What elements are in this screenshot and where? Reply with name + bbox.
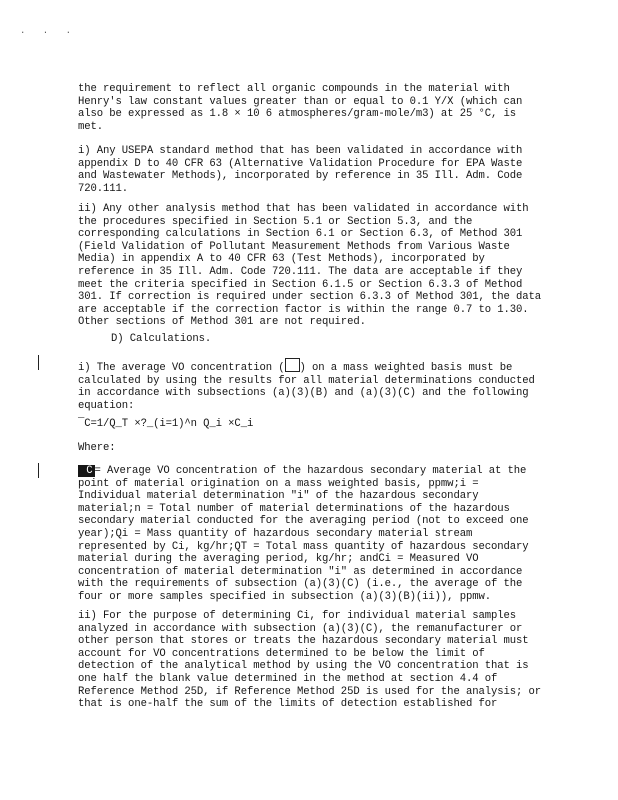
intro-paragraph: the requirement to reflect all organic compounds in the material with Henry's law constant values greater than or equal to 0.1 Y/X (which can also be expressed as 1.8 × 10 6 atmospheres/gram-mole/m3) at 25 °C, is met. [78, 83, 523, 133]
revision-bar [38, 355, 39, 370]
highlighted-symbol: ¯C [80, 465, 93, 477]
revision-bar [38, 463, 39, 478]
paragraph-d-i [78, 358, 544, 412]
para-d-i-start: i) The average VO concentration ( [78, 362, 285, 374]
heading-calculations: D) Calculations. [111, 333, 212, 345]
equation: ¯C=1/Q_T ×?_(i=1)^n Q_i ×C_i [78, 418, 254, 430]
formula-placeholder [285, 358, 300, 372]
para-d-i-end: ) on a mass weighted basis must be calculated by using the results for all material determinations conducted in accordance with subsections (a)(3)(B) and (a)(3)(C) and the following equation: [78, 362, 535, 412]
definitions-block [78, 465, 544, 604]
paragraph-ii-detection: ii) For the purpose of determining Ci, for individual material samples analyzed in accordance with subsection (a)(3)(C), the remanufacturer or other person that stores or treats the hazardous secondary material must account for VO concentrations determined to be below the limit of detection of the analytical method by using the VO concentration that is one half the blank value determined in the method at section 4.4 of Reference Method 25D, if Reference Method 25D is used for the analysis; or that is one-half the sum of the limits of detection established for [78, 610, 542, 711]
scan-specks: · · · [20, 28, 78, 38]
paragraph-ii: ii) Any other analysis method that has been validated in accordance with the procedures specified in Section 5.1 or Section 5.3, and the corresponding calculations in Section 6.1 or Section 6.3, of Method 301 (Field Validation of Pollutant Measurement Methods from Various Waste Media) in appendix A to 40 CFR 63 (Test Methods), incorporated by reference in 35 Ill. Adm. Code 720.111. The data are acceptable if they meet the criteria specified in Section 6.1.5 or Section 6.3.3 of Method 301. If correction is required under section 6.3.3 of Method 301, the data are acceptable if the correction factor is within the range 0.7 to 1.30. Other sections of Method 301 are not required. [78, 203, 542, 329]
paragraph-i: i) Any USEPA standard method that has been validated in accordance with appendix D to 40 CFR 63 (Alternative Validation Procedure for EPA Waste and Wastewater Methods), incorporated by reference in 35 Ill. Adm. Code 720.111. [78, 145, 523, 195]
definitions-text: = Average VO concentration of the hazardous secondary material at the point of material origination on a mass weighted basis, ppmw;i = Individual material determination "i" of the hazardous secondary material;n = Total number of material determinations of the hazardous secondary material conducted for the averaging period (not to exceed one year);Qi = Mass quantity of hazardous secondary material stream represented by Ci, kg/hr;QT = Total mass quantity of hazardous secondary material during the averaging period, kg/hr; andCi = Measured VO concentration of material determination "i" as determined in accordance with the requirements of subsection (a)(3)(C) (i.e., the average of the four or more samples specified in subsection (a)(3)(B)(ii)), ppmw. [78, 465, 529, 603]
where-label: Where: [78, 442, 116, 454]
